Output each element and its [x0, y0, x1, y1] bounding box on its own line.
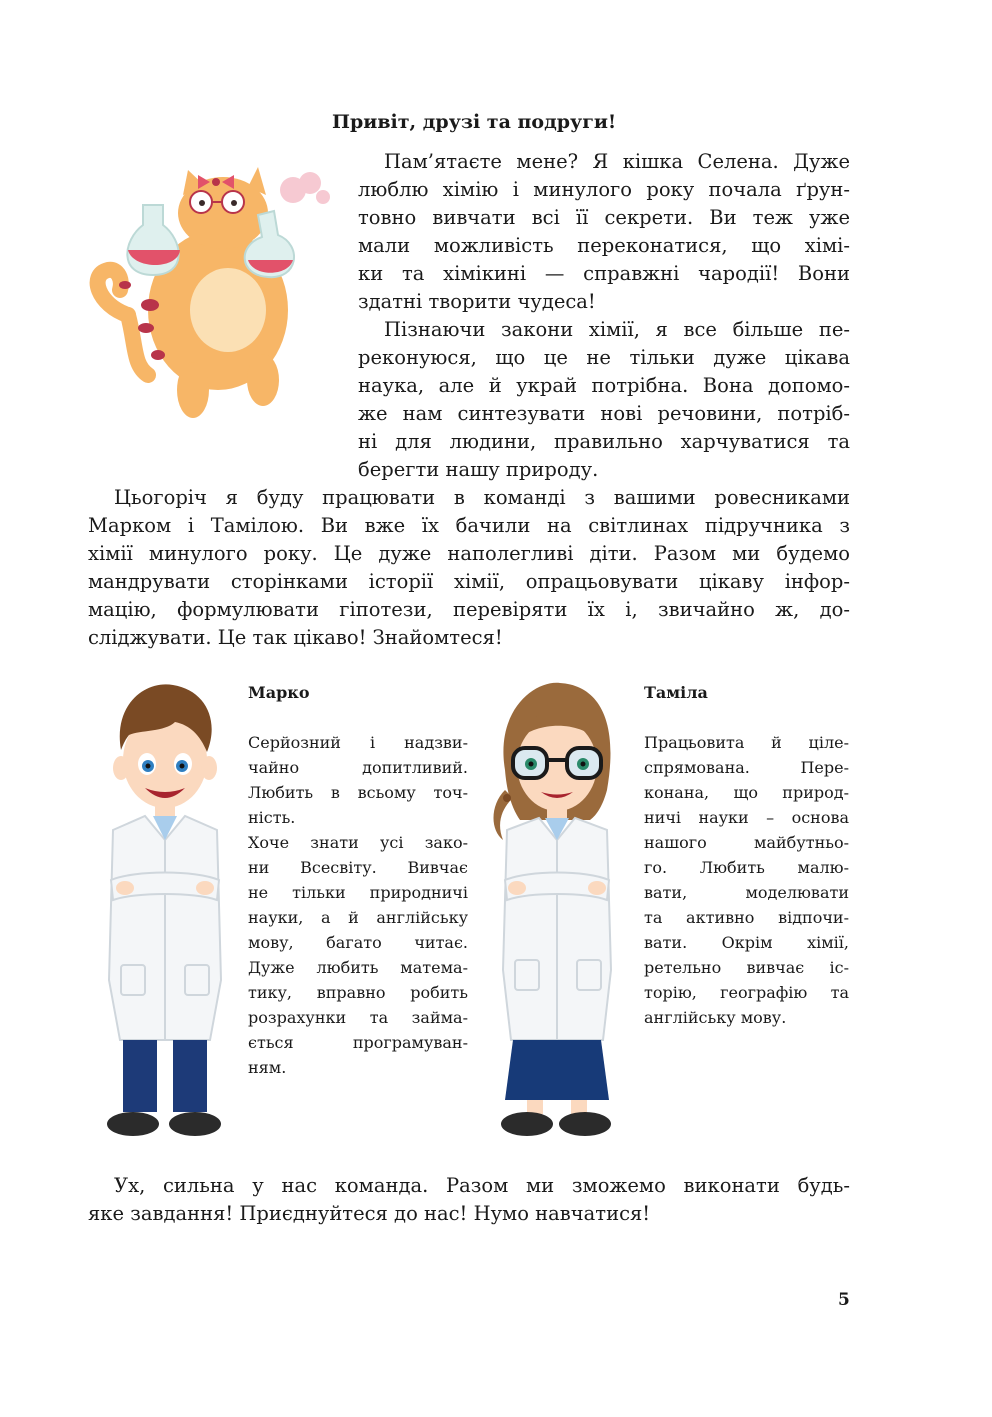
cat-selena-illustration: [88, 165, 338, 425]
team-line: мацію, формулювати гіпотези, перевіряти їх і, звичайно ж, до-: [88, 598, 850, 621]
tamila-line: Працьовита й ціле-: [644, 733, 849, 752]
intro-line: берегти нашу природу.: [358, 458, 599, 481]
intro-line: люблю хімію і минулого року почала ґрун-: [358, 178, 850, 201]
marko-line: мову, багато читає.: [248, 933, 468, 952]
intro-line: ні для людини, правильно харчуватися та: [358, 430, 850, 453]
marko-line: ється програмуван-: [248, 1033, 468, 1052]
marko-line: Любить в всьому точ-: [248, 783, 468, 802]
tamila-line: спрямована. Пере-: [644, 758, 849, 777]
marko-line: розрахунки та займа-: [248, 1008, 468, 1027]
tamila-name: Таміла: [644, 683, 708, 702]
marko-line: тику, вправно робить: [248, 983, 468, 1002]
marko-line: чайно допитливий.: [248, 758, 468, 777]
intro-line: мали можливість переконатися, що хімі-: [358, 234, 850, 257]
team-line: Марком і Тамілою. Ви вже їх бачили на світлинах підручника з: [88, 514, 850, 537]
tamila-line: вати. Окрім хімії,: [644, 933, 849, 952]
marko-line: ни Всесвіту. Вивчає: [248, 858, 468, 877]
marko-line: Дуже любить матема-: [248, 958, 468, 977]
tamila-line: го. Любить малю-: [644, 858, 849, 877]
intro-line: наука, але й украй потрібна. Вона допомо-: [358, 374, 850, 397]
tamila-line: конана, що природ-: [644, 783, 849, 802]
intro-line: реконуюся, що це не тільки дуже цікава: [358, 346, 850, 369]
marko-line: не тільки природничі: [248, 883, 468, 902]
intro-line: здатні творити чудеса!: [358, 290, 596, 313]
page-number: 5: [838, 1290, 850, 1310]
tamila-line: нашого майбутньо-: [644, 833, 849, 852]
tamila-line: вати, моделювати: [644, 883, 849, 902]
marko-line: Хоче знати усі зако-: [248, 833, 468, 852]
intro-line: Пам’ятаєте мене? Я кішка Селена. Дуже: [384, 150, 850, 173]
team-line: сліджувати. Це так цікаво! Знайомтеся!: [88, 626, 503, 649]
team-line: мандрувати сторінками історії хімії, опрацьовувати цікаву інфор-: [88, 570, 850, 593]
marko-name: Марко: [248, 683, 310, 702]
outro-line: яке завдання! Приєднуйтеся до нас! Нумо навчатися!: [88, 1202, 651, 1225]
greeting-heading: Привіт, друзі та подруги!: [332, 111, 617, 133]
intro-line: товно вивчати всі її секрети. Ви теж уже: [358, 206, 850, 229]
marko-line: ням.: [248, 1058, 287, 1077]
tamila-line: торію, географію та: [644, 983, 849, 1002]
team-line: Цьогоріч я буду працювати в команді з вашими ровесниками: [114, 486, 850, 509]
outro-line: Ух, сильна у нас команда. Разом ми зможемо виконати будь-: [114, 1174, 850, 1197]
tamila-illustration: [485, 680, 625, 1145]
marko-illustration: [95, 680, 235, 1145]
intro-line: Пізнаючи закони хімії, я все більше пе-: [384, 318, 850, 341]
team-line: хімії минулого року. Це дуже наполегливі діти. Разом ми будемо: [88, 542, 850, 565]
marko-line: ність.: [248, 808, 296, 827]
tamila-line: ничі науки – основа: [644, 808, 849, 827]
tamila-line: та активно відпочи-: [644, 908, 849, 927]
tamila-line: ретельно вивчає іс-: [644, 958, 849, 977]
tamila-line: англійську мову.: [644, 1008, 787, 1027]
intro-line: же нам синтезувати нові речовини, потріб-: [358, 402, 850, 425]
marko-line: Серйозний і надзви-: [248, 733, 468, 752]
intro-line: ки та хімікині — справжні чародії! Вони: [358, 262, 850, 285]
marko-line: науки, а й англійську: [248, 908, 468, 927]
